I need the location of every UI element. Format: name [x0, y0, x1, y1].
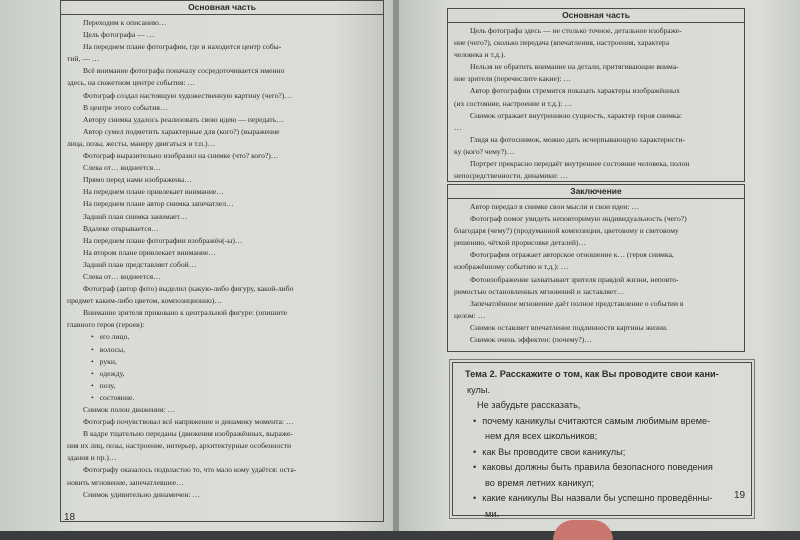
topic-intro: Не забудьте рассказать,: [477, 400, 581, 410]
left-page-number: 18: [64, 512, 76, 523]
text-line: (их состояние, настроение и т.д.): …: [454, 98, 572, 108]
text-line: Снимок удивительно динамичен: …: [83, 489, 201, 499]
text-line: Фотография отражает авторское отношение к… (героя снимка,: [470, 250, 674, 260]
finger-edge: [553, 520, 613, 540]
text-line: Снимок оставляет впечатление подлинности картины жизни.: [470, 322, 668, 332]
text-line: целом: …: [454, 310, 486, 320]
text-line: изображённому событию и т.д.): …: [454, 262, 569, 272]
text-line: Снимок очень эффектен: (почему?)…: [470, 335, 592, 345]
topic-bullet-1-cont: нем для всех школьников;: [485, 431, 598, 441]
text-line: • одежду,: [67, 368, 377, 380]
conclusion-box: [447, 184, 745, 352]
topic-title-cont: кулы.: [467, 384, 491, 395]
text-line: Автор фотографии стремится показать характеры изображённых: [470, 86, 680, 96]
text-line: человека и т.д.).: [454, 50, 506, 60]
text-line: …: [454, 122, 462, 132]
text-line: Фотограф выразительно изобразил на снимке (что? кого?)…: [83, 151, 279, 161]
topic-bullet-1: • почему каникулы считаются самым любимым време-: [453, 414, 751, 430]
text-line: Глядя на фотоснимок, можно дать исчерпывающую характеристи-: [470, 134, 686, 144]
text-line: На переднем плане привлекает внимание…: [83, 187, 224, 197]
text-line: В кадре тщательно переданы (движения изображённых, выраже-: [83, 429, 293, 439]
right-main-box: [447, 8, 745, 182]
text-line: На переднем плане фотографии изображён(-ы)…: [83, 235, 243, 245]
text-line: Задний план представляет собой…: [83, 259, 197, 269]
text-line: Слева от… виднеется…: [83, 271, 161, 281]
right-main-heading: Основная часть: [448, 9, 744, 23]
text-line: Фотограф создал настоящую художественную картину (чего?)…: [83, 90, 293, 100]
text-line: Нельзя не обратить внимание на детали, притягивающие внима-: [470, 62, 679, 72]
text-line: Вдалеке открывается…: [83, 223, 159, 233]
text-line: здания и пр.)…: [67, 453, 117, 463]
text-line: На втором плане привлекает внимание…: [83, 247, 216, 257]
text-line: ние зрителя (перечислите какие): …: [454, 74, 571, 84]
text-line: • позу,: [67, 380, 377, 392]
text-line: Прямо перед нами изображены…: [83, 175, 192, 185]
topic-bullet-2: • как Вы проводите свои каникулы;: [453, 445, 751, 461]
text-line: На переднем плане автор снимка запечатлел…: [83, 199, 234, 209]
text-line: • волосы,: [67, 344, 377, 356]
topic-bullet-3-cont: во время летних каникул;: [485, 477, 595, 488]
topic-title-line: Тема 2. Расскажите о том, как Вы проводите свои кани-: [465, 369, 719, 379]
text-line: • его лицо,: [67, 331, 377, 343]
text-line: Фотоизображение захватывает зрителя правдой жизни, неповто-: [470, 274, 679, 284]
text-line: Фотограф помог увидеть неповторимую индивидуальность (чего?): [470, 214, 687, 224]
topic-2-box: [452, 362, 752, 519]
topic-bullet-4-cont: ми.: [485, 508, 500, 519]
right-page-number: 19: [734, 490, 746, 501]
topic-bullet-3: • каковы должны быть правила безопасного поведения: [453, 460, 751, 476]
text-line: На переднем плане фотографии, где и находится центр собы-: [83, 42, 282, 52]
conclusion-text-block: [448, 199, 744, 346]
left-main-box: [60, 0, 384, 522]
text-line: Фотографу оказалось подвластно то, что мало кому удаётся: оста-: [83, 465, 297, 475]
text-line: Задний план снимка занимает…: [83, 211, 188, 221]
text-line: ния их лиц, позы, настроение, интерьер, архитектурные особенности: [67, 441, 292, 451]
text-line: Фотограф (автор фото) выделил (какую-либо фигуру, какой-либо: [83, 284, 294, 294]
text-line: Переходим к описанию…: [83, 18, 167, 27]
text-line: Автор передал в снимке свои мысли и свои идеи: …: [470, 202, 639, 211]
topic-bullet-4: • какие каникулы Вы назвали бы успешно проведённы-: [453, 491, 751, 507]
text-line: • состояние.: [67, 392, 377, 404]
text-line: тий, — …: [67, 54, 100, 64]
text-line: Внимание зрителя приковано к центральной фигуре: (опишите: [83, 308, 288, 318]
text-line: новить мгновение, запечатлевшее…: [67, 477, 184, 487]
text-line: предмет каким-либо цветом, композиционно)…: [67, 296, 222, 306]
text-line: главного героя (героев):: [67, 320, 145, 330]
text-line: Снимок отражает внутреннюю сущность, характер героя снимка:: [470, 110, 682, 120]
text-line: Портрет прекрасно передаёт внутреннее состояние человека, полон: [470, 159, 690, 169]
left-text-block: [61, 15, 383, 501]
text-line: В центре этого события…: [83, 102, 168, 112]
text-line: Слева от… виднеется…: [83, 163, 161, 173]
text-line: ние (чего?), сколько передача (впечатления, настроения, характера: [454, 38, 670, 48]
text-line: Автору снимка удалось реализовать свою идею — передать…: [83, 114, 284, 124]
right-main-text-block: [448, 23, 744, 182]
text-line: Фотограф почувствовал всё напряжение и динамику момента: …: [83, 417, 294, 427]
conclusion-heading: Заключение: [448, 185, 744, 199]
text-line: Запечатлённое мгновение даёт полное представление о событии в: [470, 298, 684, 308]
text-line: • руки,: [67, 356, 377, 368]
text-line: лица, позы, жесты, манеру двигаться и т.п.)…: [67, 138, 216, 148]
left-heading: Основная часть: [61, 1, 383, 15]
text-line: Цель фотографа здесь — не столько точное, детальное изображе-: [470, 26, 682, 35]
text-line: благодаря (чему?) (продуманной композиции, цветовому и световому: [454, 226, 679, 236]
text-line: Цель фотографа — …: [83, 30, 155, 40]
text-line: ку (кого? чему?)…: [454, 146, 515, 156]
text-line: Снимок полон движения: …: [83, 405, 175, 414]
text-line: римостью остановленных мгновений и заставляет…: [454, 286, 625, 296]
text-line: Всё внимание фотографа поначалу сосредоточивается именно: [83, 66, 285, 76]
text-line: здесь, на сюжетном центре события: …: [67, 78, 195, 88]
text-line: Автор сумел подметить характерные для (кого?) (выражение: [83, 126, 280, 136]
text-line: решению, чёткой прорисовке деталей)…: [454, 238, 587, 248]
text-line: непосредственности, динамики: …: [454, 171, 568, 181]
